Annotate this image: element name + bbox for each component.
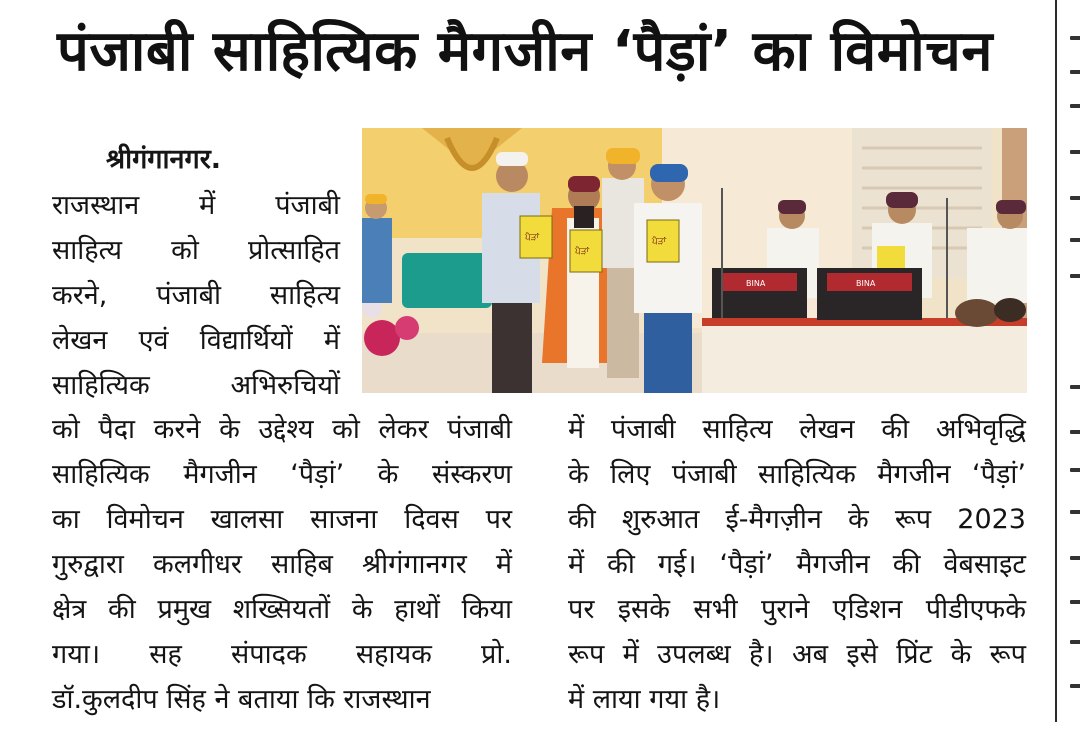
column-right-line: में पंजाबी साहित्य लेखन की अभिवृद्धि xyxy=(568,414,1026,445)
tabla xyxy=(955,299,999,327)
column-narrow xyxy=(52,183,340,408)
adjacent-article-edge xyxy=(1062,0,1080,749)
column-right xyxy=(568,407,1026,722)
harmonium-label: BINA xyxy=(856,279,876,288)
column-narrow-line: साहित्य को प्रोत्साहित xyxy=(52,235,340,266)
column-narrow-line: लेखन एवं विद्यार्थियों में xyxy=(52,325,340,356)
column-left-line: गया। सह संपादक सहायक प्रो. xyxy=(52,639,512,670)
column-narrow-line: साहित्यिक अभिरुचियों xyxy=(52,370,340,401)
column-narrow-line: राजस्थान में पंजाबी xyxy=(52,190,340,221)
column-left-line: क्षेत्र की प्रमुख शख्सियतों के हाथों किया xyxy=(52,594,512,625)
harmonium-label: BINA xyxy=(746,279,766,288)
event-photo xyxy=(362,128,1027,393)
magazine-title: ਪੈੜਾਂ xyxy=(525,233,540,243)
event-photo-illustration xyxy=(362,128,1027,393)
column-left-line: को पैदा करने के उद्देश्य को लेकर पंजाबी xyxy=(52,414,512,445)
magazine-title: ਪੈੜਾਂ xyxy=(652,237,667,247)
column-narrow-line: करने, पंजाबी साहित्य xyxy=(52,280,340,311)
column-right-line: पर इसके सभी पुराने एडिशन पीडीएफके xyxy=(568,594,1026,625)
column-right-line: रूप में उपलब्ध है। अब इसे प्रिंट के रूप xyxy=(568,639,1026,670)
column-left-line: डॉ.कुलदीप सिंह ने बताया कि राजस्थान xyxy=(52,684,431,715)
column-rule xyxy=(1055,0,1057,722)
column-right-line: के लिए पंजाबी साहित्यिक मैगजीन ‘पैड़ां’ xyxy=(568,459,1026,490)
magazine-title: ਪੈੜਾਂ xyxy=(575,247,590,257)
headline: पंजाबी साहित्यिक मैगजीन ‘पैड़ां’ का विमोचन xyxy=(57,19,993,84)
column-right-line: की शुरुआत ई-मैगज़ीन के रूप 2023 xyxy=(568,504,1026,535)
column-left-line: साहित्यिक मैगजीन ‘पैड़ां’ के संस्करण xyxy=(52,459,512,490)
green-cloth xyxy=(402,253,492,308)
column-right-line: में की गई। ‘पैड़ां’ मैगजीन की वेबसाइट xyxy=(568,549,1026,580)
blue-turban xyxy=(650,164,688,182)
column-left-line: गुरुद्वारा कलगीधर साहिब श्रीगंगानगर में xyxy=(52,549,512,580)
column-left xyxy=(52,407,512,722)
column-left-line: का विमोचन खालसा साजना दिवस पर xyxy=(52,504,512,535)
dateline: श्रीगंगानगर. xyxy=(106,144,221,175)
column-right-line: में लाया गया है। xyxy=(568,684,721,715)
